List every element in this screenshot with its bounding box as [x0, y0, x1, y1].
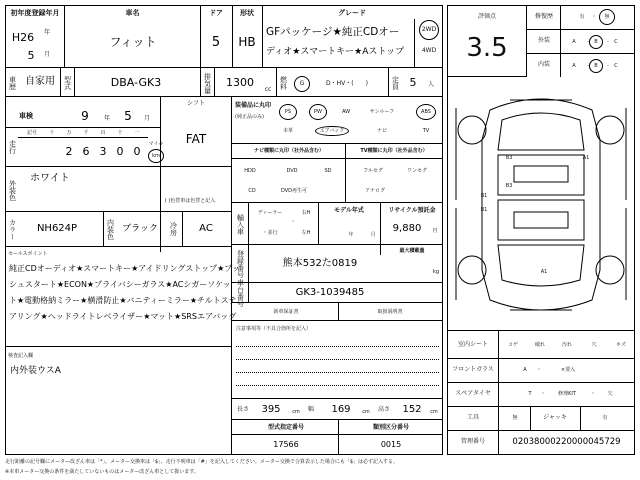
import-right: 右H [301, 209, 311, 216]
shift-label: シフト [186, 100, 205, 107]
import-label: 輸入車 [236, 213, 245, 235]
spare-dot1: ・ [540, 390, 546, 397]
shift-value: FAT [185, 132, 207, 146]
spare-dot2: ・ [590, 390, 596, 397]
spare-kit: 修理KIT [558, 390, 576, 397]
disp-value: 1300 [226, 75, 254, 89]
interior-sheet-item: コゲ [507, 341, 518, 348]
import-dealer: ディーラー [257, 209, 283, 216]
car-diagram [450, 80, 632, 328]
cap-value: 5 [409, 75, 417, 89]
int-grade-option: C [614, 62, 618, 69]
grade-line2: ディオ★スマートキー★Aストップ [266, 46, 405, 57]
car-name: フィット [109, 35, 157, 49]
tv-label: TV種類に丸印（社外品含む） [360, 147, 428, 154]
footer-line2: ※本車メーター交換の条件を満たしていないものはメーター改ざん車として扱います。 [5, 468, 199, 475]
int-grade-option: - [607, 62, 609, 69]
wid-label: 幅 [307, 406, 314, 413]
int-color-label: 内装色 [106, 218, 115, 240]
mgmt-label: 管理番号 [460, 438, 485, 445]
front-glass-dot: ・ [536, 366, 542, 373]
equip-ps: PS [279, 104, 297, 120]
note-line [236, 372, 439, 373]
int-grade-option: - [587, 62, 589, 69]
color-code: NH624P [36, 223, 78, 234]
front-glass-a: A [523, 366, 527, 373]
max-load-label: 最大積載量 [399, 247, 425, 254]
mileage-digit-head: 千 [83, 129, 89, 136]
exterior-color-note: ( )色替車は色替と記入 [164, 197, 216, 204]
interior-sheet-item: 穴 [591, 341, 597, 348]
drive-4wd: 4WD [421, 47, 437, 54]
ext-grade-label: 外装 [537, 37, 550, 44]
sales-point-line: ト★電動格納ミラー★横滑防止★バニティーミラー★チルトステ [9, 296, 237, 305]
interior-sheet-label: 室内シート [457, 341, 488, 348]
model-year-label: モデル年式 [334, 207, 364, 214]
exterior-color: ホワイト [30, 173, 70, 184]
model-value: DBA-GK3 [110, 75, 162, 89]
damage-a1-2: A1 [540, 268, 548, 275]
equip-tv: TV [422, 127, 430, 134]
mile-label: マイル [148, 140, 164, 147]
grade-line1: GFパッケージ★純正CDオー [266, 25, 400, 38]
recycle-value: 9,880 [392, 223, 422, 234]
shape-value: HB [238, 35, 256, 49]
navi-dvd: DVD [286, 167, 298, 174]
tv-oneseg: ワンセグ [406, 167, 427, 174]
recycle-unit: 円 [432, 227, 438, 234]
class-value: 自家用 [25, 76, 55, 87]
ext-grade-option: B [589, 35, 603, 49]
equipment-label: 装備品に丸印 [235, 102, 272, 109]
ext-grade-option: C [614, 38, 618, 45]
chassis-value: GK3-1039485 [295, 287, 365, 298]
tools-label: 工具 [466, 414, 479, 421]
spare-missing: 欠 [607, 390, 613, 397]
cap-unit: 人 [427, 81, 434, 88]
mileage-digit-head: 十 [49, 129, 55, 136]
inspection-month: 5 [124, 109, 132, 123]
spare-t: T [528, 390, 532, 397]
mileage-digit: 3 [99, 144, 107, 158]
hdr-shape: 形状 [232, 7, 262, 19]
fuel-rest: D・HV・( ) [326, 80, 368, 87]
era: H26 [11, 30, 35, 44]
hdr-car-name: 車名 [65, 7, 200, 19]
equip-abs: ABS [416, 104, 436, 120]
jack-value: 有 [602, 414, 608, 421]
repair-label: 修復歴 [534, 13, 553, 20]
cat-label: 類別区分番号 [372, 424, 409, 431]
hgt-value: 152 [402, 404, 422, 415]
len-label: 長さ [236, 406, 249, 413]
year-unit: 年 [43, 29, 50, 36]
spare-tire-label: スペアタイヤ [455, 390, 491, 397]
equip-sunroof: サンルーフ [369, 108, 395, 115]
damage-b1-2: B1 [480, 206, 488, 213]
equip-airbag: エアバック [315, 126, 349, 136]
interior-sheet-item: 破れ [534, 341, 545, 348]
import-parallel: ・並行 [262, 229, 278, 236]
footer-line1: 走行距離の記号欄にメーター改ざん車は「*」、メーター交換車は「$」、走行不明車は「#」を記入してください。メーター交換で合算表示した場合にも「$」は必ず記入する。 [5, 458, 399, 465]
hdr-grade: グレード [262, 7, 442, 19]
hgt-unit: cm [430, 408, 438, 415]
sales-point-label: セールスポイント [8, 250, 48, 257]
color-code-label: カラー [8, 218, 17, 240]
cert-maint: 新車保証書 [273, 308, 299, 315]
wid-unit: cm [362, 408, 370, 415]
len-value: 395 [261, 404, 281, 415]
equip-aw: AW [341, 108, 351, 115]
score-label: 評価点 [477, 13, 496, 20]
int-grade-option: B [589, 59, 603, 73]
inspection-year: 9 [81, 109, 89, 123]
mileage-digit: 0 [133, 144, 141, 158]
navi-dvd-play: DVD再生可 [280, 187, 308, 194]
class-label: 車歴 [8, 76, 17, 90]
tv-fullseg: フルセグ [363, 167, 383, 174]
mileage-digit-head: 万 [66, 129, 72, 136]
max-load-unit: kg [432, 268, 440, 275]
model-year-unit: 年 [348, 231, 354, 238]
sales-point-line: 純正CDオーディオ★スマートキー★アイドリングストップ★プッ [9, 264, 240, 273]
fuel-g: G [294, 76, 310, 92]
registration-label: 登録番号 [236, 250, 245, 278]
len-unit: cm [292, 408, 300, 415]
km-circled: km [148, 149, 164, 163]
inspection-year-unit: 年 [103, 115, 110, 122]
mileage-note-label: 記号 [26, 129, 37, 136]
tv-analog: アナログ [364, 187, 385, 194]
sales-point-line: アリング★ヘッドライトレベライザー★マット★SRSエアバッグ [9, 312, 237, 321]
damage-b3-2: B3 [505, 182, 513, 189]
mileage-digit: 2 [65, 144, 73, 158]
navi-hdd: HDD [244, 167, 256, 174]
navi-sd: SD [324, 167, 332, 174]
navi-cd: CD [248, 187, 256, 194]
drive-2wd: 2WD [419, 20, 439, 40]
sales-point-line: シュスタート★ECON★プライバシーガラス★ACシガーソケッ [9, 280, 231, 289]
repair-no: 無 [599, 9, 615, 25]
damage-a1-1: A1 [582, 154, 590, 161]
score-value: 3.5 [466, 33, 508, 63]
damage-b3-1: B3 [505, 154, 513, 161]
front-glass-label: フロントガラス [452, 366, 494, 373]
ac-value: AC [199, 223, 213, 234]
hdr-first-reg: 初年度登録年月 [6, 7, 64, 19]
recycle-label: リサイクル預託金 [388, 207, 436, 214]
mileage-digit-head: 十 [117, 129, 123, 136]
damage-b1-1: B1 [480, 192, 488, 199]
mileage-digit-head: 一 [134, 129, 140, 136]
navi-label: ナビ種類に丸印（社外品含む） [253, 147, 324, 154]
import-sep: ・ [290, 218, 296, 225]
hgt-label: 高さ [377, 406, 390, 413]
cert-manual: 取扱説明書 [377, 308, 403, 315]
equipment-label2: (純正品のみ) [235, 113, 264, 120]
inspection-label: 車検 [6, 110, 46, 122]
type-label: 型式指定番号 [267, 424, 304, 431]
chassis-label: 車台番号 [236, 279, 245, 307]
month-unit: 月 [43, 51, 50, 58]
interior-sheet-item: 汚れ [561, 341, 572, 348]
inspector-notes-label: 検査記入欄 [8, 352, 34, 359]
int-color: ブラック [122, 223, 158, 234]
disp-label: 排気量 [203, 72, 212, 94]
equip-leather: 本革 [282, 127, 293, 134]
cap-label: 定員 [391, 76, 400, 90]
repair-dot: ・ [591, 13, 597, 20]
mileage-digit: 0 [116, 144, 124, 158]
mileage-digit-head: 百 [100, 129, 106, 136]
note-line [236, 385, 439, 386]
equip-pw: PW [309, 104, 327, 120]
month: 5 [27, 48, 35, 62]
exterior-label: 外装色 [8, 179, 17, 201]
front-glass-replace: ×要入 [560, 366, 576, 373]
registration-value: 熊本532た0819 [282, 258, 358, 269]
repair-yes: 有 [579, 13, 585, 20]
ext-grade-option: A [572, 38, 576, 45]
ac-label: 冷房 [169, 222, 178, 236]
note-line [236, 359, 439, 360]
inspection-month-unit: 月 [143, 115, 150, 122]
notes-label: 注意事項等（不具合箇所を記入） [236, 325, 312, 332]
int-grade-label: 内装 [537, 61, 550, 68]
equip-navi: ナビ [376, 127, 387, 134]
mileage-digit: 6 [82, 144, 90, 158]
cat-value: 0015 [380, 440, 402, 449]
inspector-notes-value: 内外装ウスA [10, 365, 61, 376]
mileage-label: 走行 [8, 140, 17, 154]
model-label: 型式 [63, 76, 72, 90]
ext-grade-option: - [587, 38, 589, 45]
fuel-label: 燃料 [279, 76, 288, 90]
doors-value: 5 [211, 34, 221, 50]
type-value: 17566 [273, 440, 299, 449]
mgmt-value: 02038000220000045729 [512, 436, 621, 447]
interior-sheet-item: キズ [616, 341, 626, 348]
model-month-unit: 月 [370, 231, 376, 238]
hdr-doors: ドア [200, 7, 232, 19]
ext-grade-option: - [607, 38, 609, 45]
disp-unit: cc [264, 86, 272, 93]
int-grade-option: A [572, 62, 576, 69]
note-line [236, 346, 439, 347]
jack-label: ジャッキ [543, 414, 567, 421]
import-left: 左H [301, 229, 311, 236]
tools-value: 無 [512, 414, 518, 421]
wid-value: 169 [331, 404, 351, 415]
